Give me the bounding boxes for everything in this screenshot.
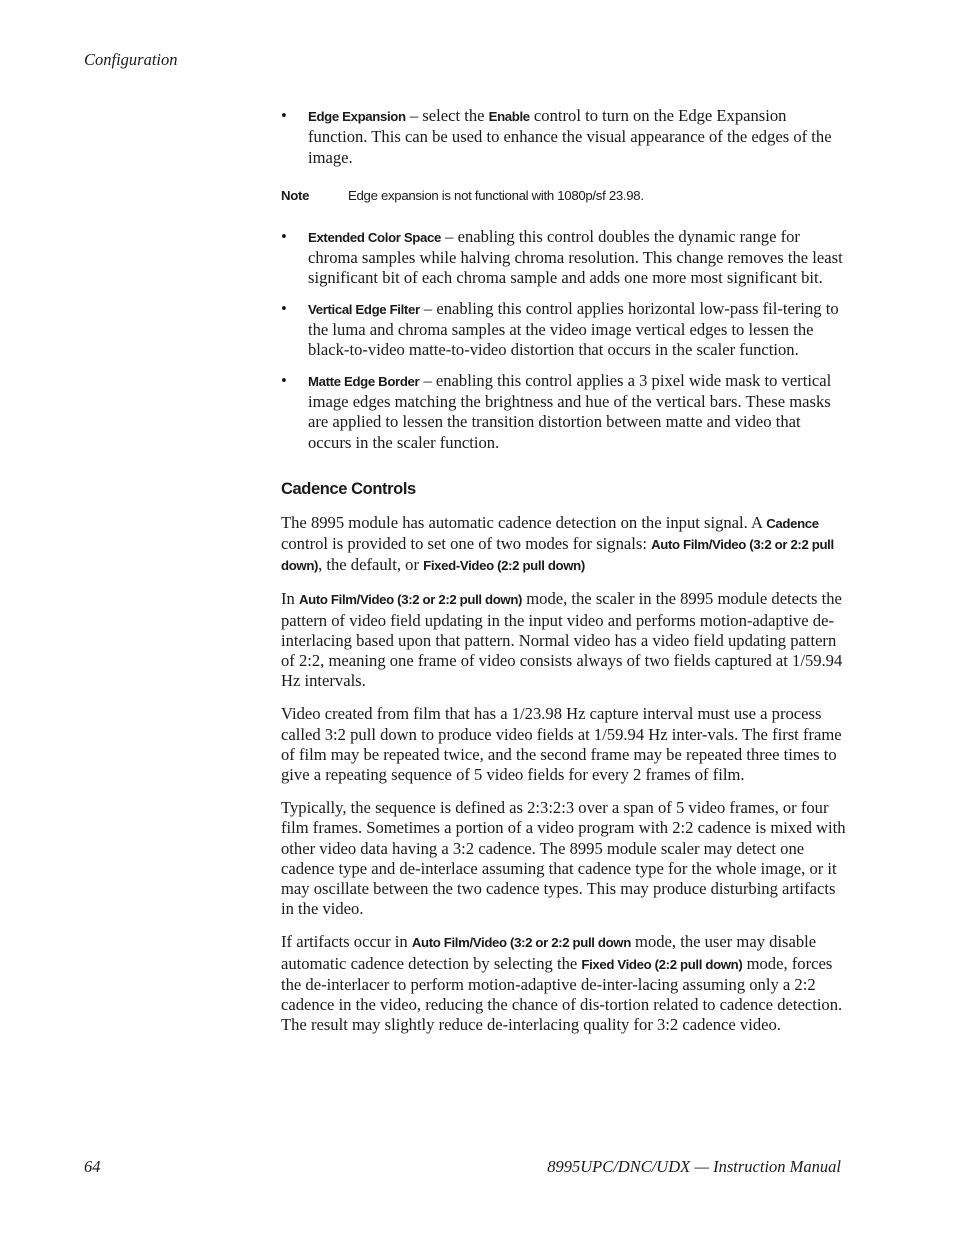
list-item bbox=[281, 299, 846, 361]
list-item bbox=[281, 371, 846, 453]
term: Edge Expansion bbox=[308, 109, 406, 124]
paragraph: If artifacts occur in Auto Film/Video (3:2 or 2:2 pull down mode, the user may disable automatic cadence detection by selecting the Fixed Video (2:2 pull down) mode, forces the de-interlacer to perform motion-adaptive de-inter-lacing assuming only a 2:2 cadence in the video, reducing the chance of dis-tortion related to cadence detection. The result may slightly reduce de-interlacing quality for 3:2 cadence video. bbox=[281, 932, 843, 1035]
term: Matte Edge Border bbox=[308, 373, 420, 389]
control-name: Auto Film/Video (3:2 or 2:2 pull down) bbox=[298, 592, 523, 608]
control-name: Auto Film/Video (3:2 or 2:2 pull down bbox=[411, 935, 631, 951]
control-name: Cadence bbox=[766, 515, 819, 531]
bullet-icon: • bbox=[281, 226, 287, 246]
item-text: – enabling this control applies a 3 pixel wide mask to vertical image edges matching the brightness and hue of the vertical bars. These masks are applied to lessen the transition distortion between matte and video that occurs in the scaler function. bbox=[308, 370, 832, 452]
bullet-icon: • bbox=[281, 106, 287, 125]
page-body bbox=[281, 106, 846, 1048]
control-name: Auto Film/Video (3:2 or 2:2 pull down) bbox=[281, 537, 834, 574]
list-item bbox=[281, 227, 846, 289]
bullet-icon: • bbox=[281, 370, 287, 390]
bullet-list bbox=[281, 227, 846, 453]
item-text: – enabling this control doubles the dynamic range for chroma samples while halving chroma resolution. This change removes the least significant bit of each chroma sample and adds one more most significant bit. bbox=[308, 226, 843, 288]
term: Extended Color Space bbox=[308, 229, 441, 245]
control-name: Fixed Video (2:2 pull down) bbox=[581, 956, 743, 972]
term: Vertical Edge Filter bbox=[308, 301, 420, 317]
paragraph: The 8995 module has automatic cadence detection on the input signal. A Cadence control is provided to set one of two modes for signals: Auto Film/Video (3:2 or 2:2 pull down), the default, or Fixed-Video (2:2 pull down) bbox=[281, 512, 834, 575]
manual-title: 8995UPC/DNC/UDX — Instruction Manual bbox=[547, 1157, 841, 1176]
running-header: Configuration bbox=[84, 50, 178, 69]
list-item bbox=[281, 106, 846, 168]
bullet-icon: • bbox=[281, 298, 287, 318]
page-number: 64 bbox=[84, 1157, 101, 1176]
note-text: Edge expansion is not functional with 1080p/sf 23.98. bbox=[348, 187, 644, 203]
item-text: control to turn on the Edge Expansion function. This can be used to enhance the visual appearance of the edges of the image. bbox=[308, 106, 832, 167]
item-text: – enabling this control applies horizontal low-pass fil-tering to the luma and chroma samples at the video image vertical edges to lessen the black-to-video matte-to-video distortion that occurs in the scaler function. bbox=[308, 298, 839, 360]
term: Enable bbox=[488, 109, 530, 124]
section-heading: Cadence Controls bbox=[281, 479, 416, 498]
item-text: – select the bbox=[405, 106, 489, 125]
paragraph: In Auto Film/Video (3:2 or 2:2 pull down) mode, the scaler in the 8995 module detects the pattern of video field updating in the input video and performs motion-adaptive de-interlacing based upon that pattern. Normal video has a video field updating pattern of 2:2, meaning one frame of video consists always of two fields captured at 1/59.94 Hz intervals. bbox=[281, 589, 843, 691]
paragraph: Video created from film that has a 1/23.98 Hz capture interval must use a process called 3:2 pull down to produce video fields at 1/59.94 Hz inter-vals. The first frame of film may be repeated twice, and the second frame may be repeated three times to give a repeating sequence of 5 video fields for every 2 frames of film. bbox=[281, 704, 842, 785]
paragraph: Typically, the sequence is defined as 2:3:2:3 over a span of 5 video frames, or four film frames. Sometimes a portion of a video program with 2:2 cadence is mixed with other video data having a 3:2 cadence. The 8995 module scaler may detect one cadence type and de-interlace assuming that cadence type for the whole image, or it may oscillate between the two cadence types. This may produce disturbing artifacts in the video. bbox=[281, 797, 846, 919]
note-box bbox=[281, 186, 846, 206]
note-label: Note bbox=[281, 187, 310, 203]
bullet-list-top bbox=[281, 106, 846, 168]
control-name: Fixed-Video (2:2 pull down) bbox=[423, 558, 585, 574]
